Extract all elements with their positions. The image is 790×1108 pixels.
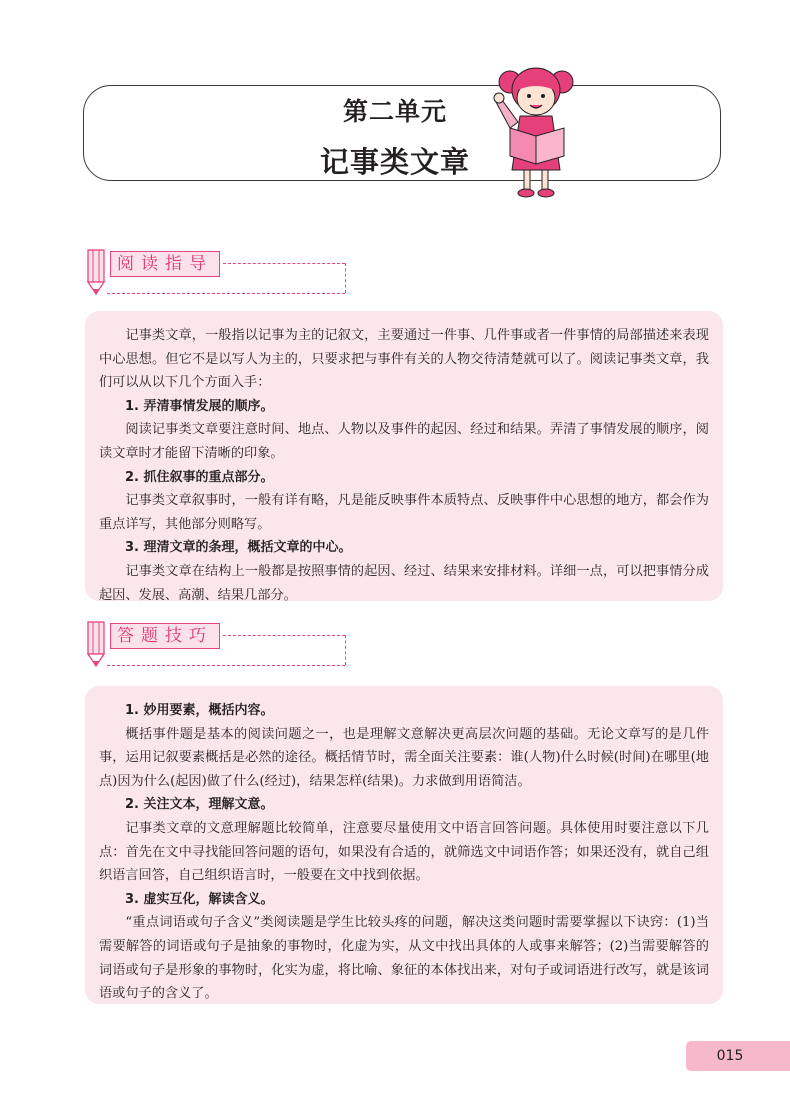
subheading: 2. 抓住叙事的重点部分。	[125, 469, 274, 485]
subheading: 1. 妙用要素，概括内容。	[125, 703, 274, 718]
section-label: 阅读指导	[110, 251, 220, 277]
subheading: 3. 理清文章的条理，概括文章的中心。	[125, 540, 352, 556]
section-label: 答题技巧	[110, 623, 220, 649]
reading-guide-box	[85, 311, 723, 601]
answer-tips-heading	[85, 620, 275, 668]
dashed-divider	[345, 263, 346, 293]
pencil-icon	[85, 620, 107, 668]
paragraph: 记事类文章叙事时，一般有详有略，凡是能反映事件本质特点、反映事件中心思想的地方，都会作为重点详写，其他部分则略写。	[99, 493, 709, 532]
subheading: 1. 弄清事情发展的顺序。	[125, 398, 274, 414]
answer-tips-box	[85, 686, 723, 1004]
paragraph: 记事类文章，一般指以记事为主的记叙文，主要通过一件事、几件事或者一件事情的局部描述来表现中心思想。但它不是以写人为主的，只要求把与事件有关的人物交待清楚就可以了。阅读记事类文章，我们可以从以下几个方面入手：	[99, 328, 709, 391]
subheading: 3. 虚实互化，解读含义。	[125, 891, 274, 907]
paragraph: 阅读记事类文章要注意时间、地点、人物以及事件的起因、经过和结果。弄清了事情发展的顺序，阅读文章时才能留下清晰的印象。	[99, 422, 709, 461]
paragraph: 记事类文章的文意理解题比较简单，注意要尽量使用文中语言回答问题。具体使用时要注意以下几点：首先在文中寻找能回答问题的语句，如果没有合适的，就筛选文中词语作答；如果还没有，就自己组织语言回答，自己组织语言时，一般要在文中找到依据。	[99, 820, 709, 884]
subheading: 2. 关注文本，理解文意。	[125, 797, 274, 813]
dashed-divider	[345, 635, 346, 665]
dashed-divider	[223, 263, 345, 264]
girl-reading-illustration	[480, 52, 590, 202]
dashed-divider	[107, 665, 345, 666]
dashed-divider	[107, 293, 345, 294]
reading-guide-heading	[85, 248, 275, 296]
dashed-divider	[223, 635, 345, 636]
pencil-icon	[85, 248, 107, 296]
paragraph: 概括事件题是基本的阅读问题之一，也是理解文意解决更高层次问题的基础。无论文章写的是几件事，运用记叙要素概括是必然的途径。概括情节时，需全面关注要素：谁(人物)什么时候(时间)在哪里(地点)因为什么(起因)做了什么(经过)，结果怎样(结果)。力求做到用语简洁。	[99, 726, 709, 789]
page-number: 015	[716, 1048, 744, 1064]
paragraph: “重点词语或句子含义”类阅读题是学生比较头疼的问题，解决这类问题时需要掌握以下诀窍：(1)当需要解答的词语或句子是抽象的事物时，化虚为实，从文中找出具体的人或事来解答；(2)当需要解答的词语或句子是形象的事物时，化实为虚，将比喻、象征的本体找出来，对句子或词语进行改写，就是该词语或句子的含义了。	[99, 915, 709, 1002]
unit-label: 第二单元	[342, 97, 447, 126]
unit-title: 记事类文章	[319, 145, 470, 179]
paragraph: 记事类文章在结构上一般都是按照事情的起因、经过、结果来安排材料。详细一点，可以把事情分成起因、发展、高潮、结果几部分。	[99, 563, 709, 603]
